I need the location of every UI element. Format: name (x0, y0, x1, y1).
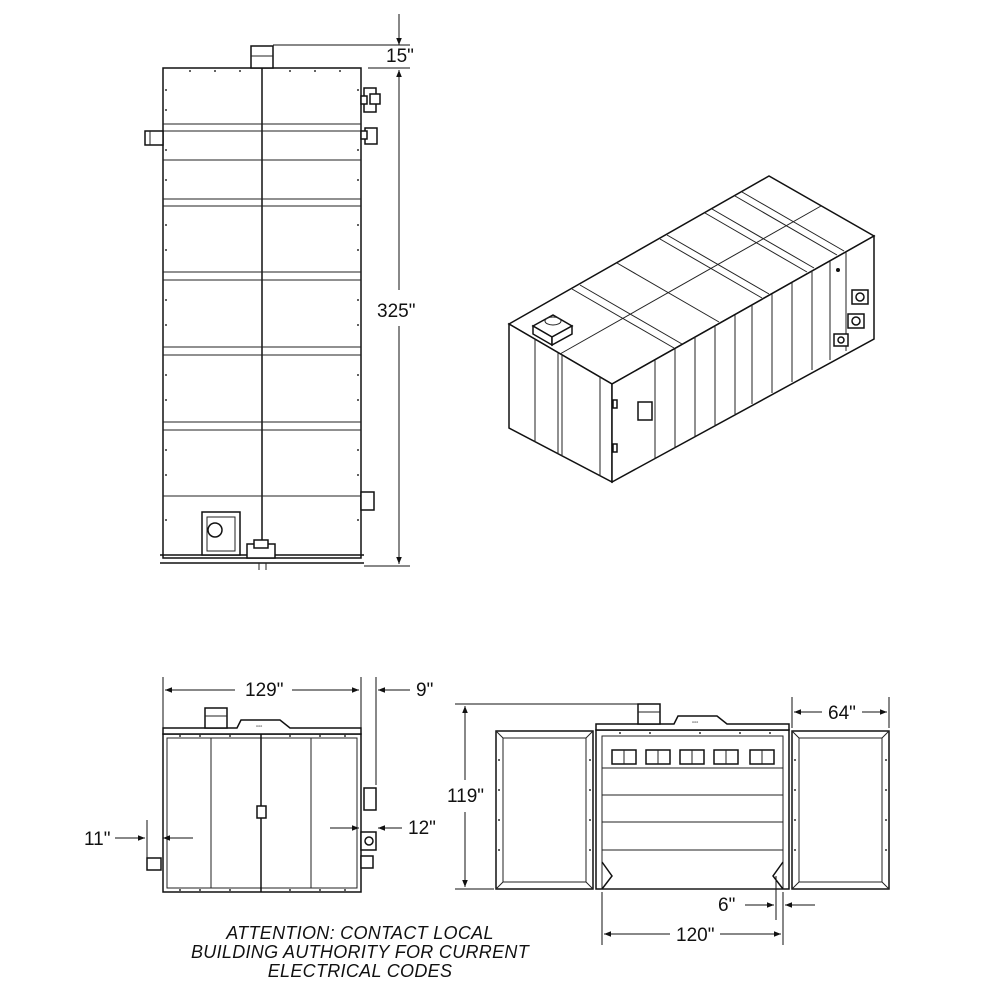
dim-left-fitting: 11" (84, 829, 111, 850)
open-exhaust-icon (638, 704, 660, 724)
front-left-fitting-icon (147, 858, 161, 870)
dim-interior-width: 120" (676, 925, 715, 946)
gas-valve-icon (361, 88, 380, 144)
front-exhaust-icon (205, 708, 227, 728)
dim-side-offset: 9" (416, 680, 434, 701)
iso-control-box-icon (638, 402, 652, 420)
dim-top-offset: 15" (386, 46, 414, 67)
left-fitting-icon (145, 131, 163, 145)
isometric-view (509, 176, 874, 482)
door-handle-icon (257, 806, 266, 818)
note-line-3: ELECTRICAL CODES (267, 961, 453, 981)
heater-units-icon (612, 750, 774, 764)
dim-front-width: 129" (245, 680, 284, 701)
burner-unit-icon (202, 512, 240, 555)
dim-door-depth: 64" (828, 703, 856, 724)
svg-text:▫▫▫: ▫▫▫ (692, 720, 699, 726)
dim-length: 325" (377, 301, 416, 322)
note-line-1: ATTENTION: CONTACT LOCAL (226, 923, 494, 943)
open-door-view (455, 697, 889, 945)
dim-right-fitting: 12" (408, 818, 436, 839)
dim-rail-offset: 6" (718, 895, 736, 916)
center-fitting-icon (247, 540, 275, 570)
top-view (145, 14, 410, 570)
exhaust-stack-icon (251, 46, 273, 68)
control-box-icon (361, 492, 374, 510)
front-view (115, 677, 410, 892)
svg-text:▫▫▫: ▫▫▫ (256, 724, 263, 730)
front-right-valve-icon (364, 788, 376, 810)
note-line-2: BUILDING AUTHORITY FOR CURRENT (190, 942, 530, 962)
attention-note (170, 924, 550, 981)
dim-height: 119" (447, 786, 485, 807)
